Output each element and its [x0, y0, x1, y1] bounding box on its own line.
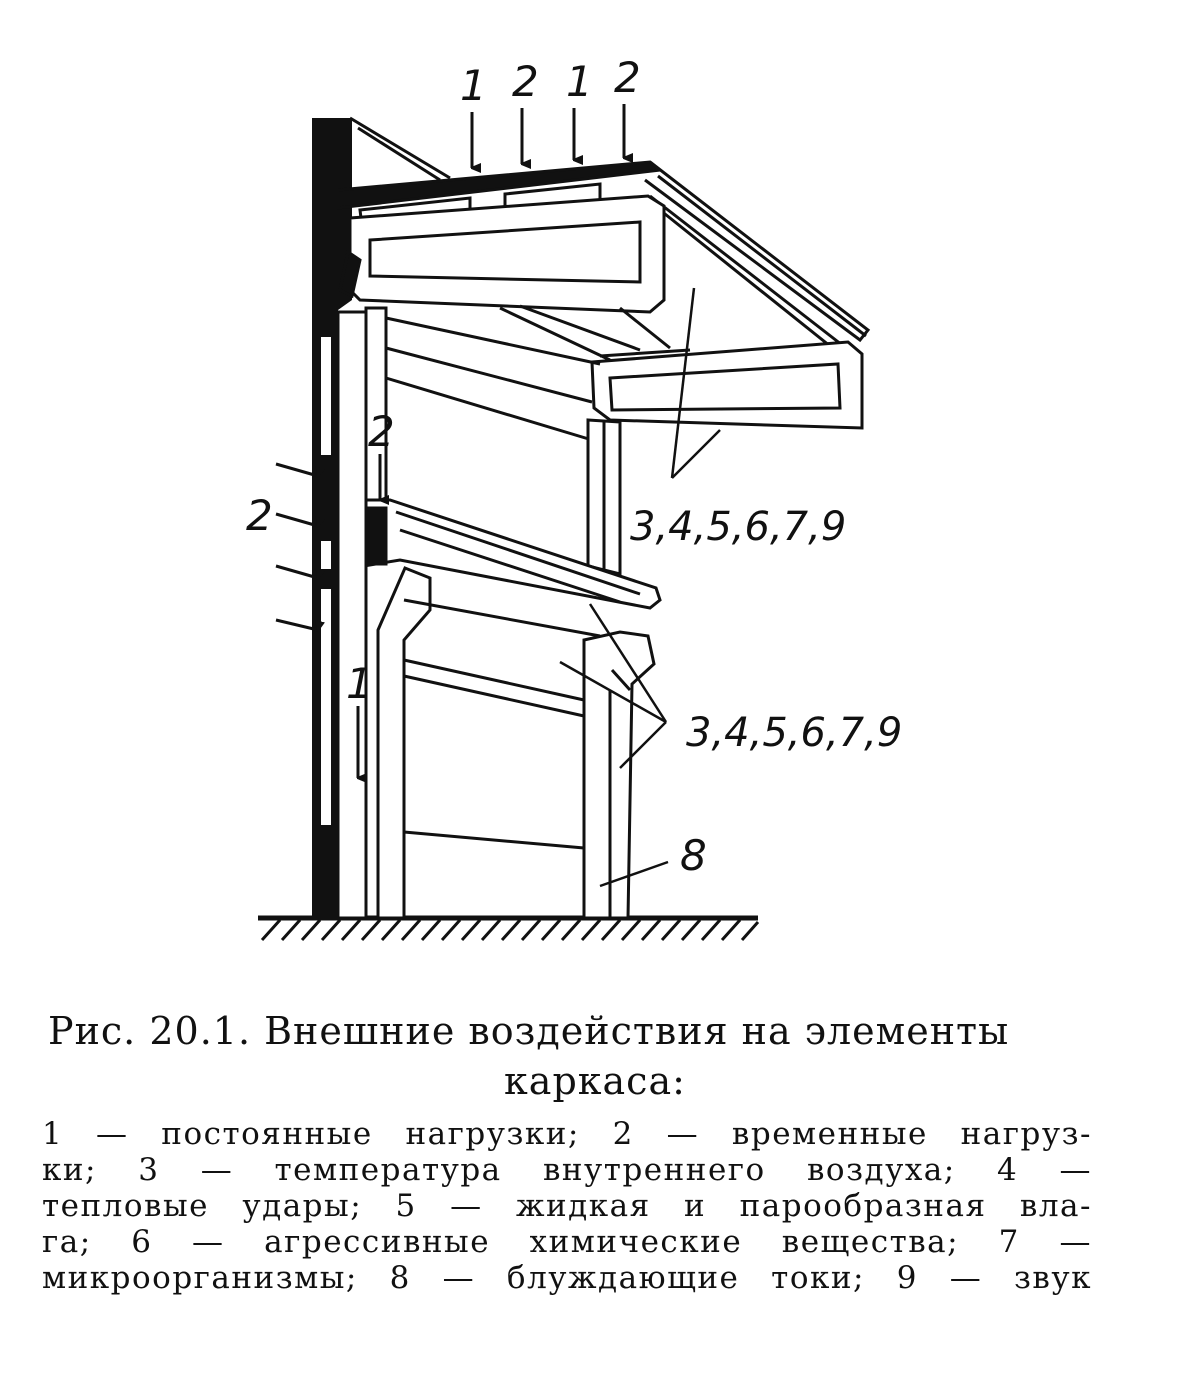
- side-load-arrows: [276, 464, 318, 630]
- upper-beam: [340, 196, 664, 312]
- caption-title-line-2: каркаса:: [504, 1059, 686, 1103]
- lower-infill: [404, 600, 600, 848]
- legend-line: 1 — постоянные нагрузки; 2 — временные нагруз-: [42, 1116, 1092, 1152]
- upper-left-column: [366, 308, 386, 500]
- top-label-4: 2: [614, 53, 641, 102]
- down-label: 1: [346, 659, 373, 708]
- group-label-upper: 3,4,5,6,7,9: [630, 504, 847, 550]
- legend-line: га; 6 — агрессивные химические вещества; 7 —: [42, 1224, 1092, 1260]
- left-label: 2: [246, 491, 273, 540]
- caption-title-line-1: Рис. 20.1. Внешние воздействия на элементы: [48, 1009, 1010, 1053]
- upper-right-beam: [592, 342, 862, 428]
- legend-line: тепловые удары; 5 — жидкая и парообразная вла-: [42, 1188, 1092, 1224]
- mid-label: 2: [368, 407, 395, 456]
- top-label-1: 1: [460, 61, 487, 110]
- upper-right-column: [588, 420, 620, 574]
- ground: [258, 918, 758, 940]
- top-label-3: 1: [566, 57, 593, 106]
- figure-legend: [42, 1116, 1092, 1296]
- legend-line: ки; 3 — температура внутреннего воздуха; 4 —: [42, 1152, 1092, 1188]
- legend-line: микроорганизмы; 8 — блуждающие токи; 9 — звук: [42, 1260, 1092, 1296]
- top-label-2: 2: [512, 57, 539, 106]
- top-load-arrows: [472, 104, 624, 168]
- figure-caption-title: [40, 1006, 1150, 1106]
- ground-label: 8: [680, 831, 707, 880]
- group-label-lower: 3,4,5,6,7,9: [686, 710, 903, 756]
